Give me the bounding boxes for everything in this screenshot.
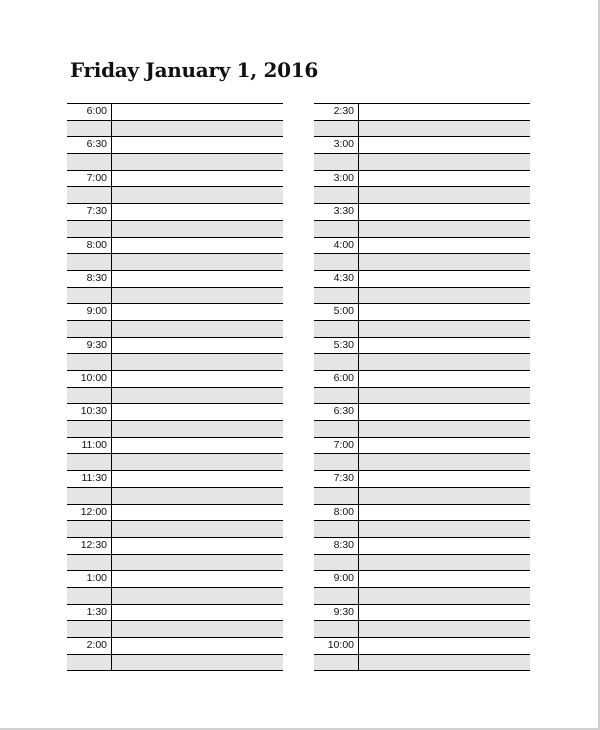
time-label <box>67 288 112 304</box>
time-label: 7:30 <box>314 471 359 487</box>
note-cell[interactable] <box>112 588 283 604</box>
time-slot-row <box>67 471 283 488</box>
note-cell[interactable] <box>112 555 283 571</box>
time-slot-row <box>314 204 530 221</box>
note-cell[interactable] <box>359 538 530 554</box>
note-cell[interactable] <box>112 321 283 337</box>
time-slot-half-row <box>314 154 530 171</box>
time-slot-half-row <box>314 555 530 572</box>
time-label: 5:00 <box>314 304 359 320</box>
time-label <box>67 154 112 170</box>
time-slot-half-row <box>314 187 530 204</box>
time-slot-half-row <box>314 454 530 471</box>
note-cell[interactable] <box>112 471 283 487</box>
time-slot-row <box>314 171 530 188</box>
note-cell[interactable] <box>112 605 283 621</box>
time-label: 3:00 <box>314 137 359 153</box>
time-label <box>314 254 359 270</box>
note-cell[interactable] <box>112 254 283 270</box>
note-cell[interactable] <box>359 438 530 454</box>
time-label <box>314 655 359 671</box>
note-cell[interactable] <box>359 137 530 153</box>
time-slot-half-row <box>314 354 530 371</box>
page-title: Friday January 1, 2016 <box>70 58 318 82</box>
time-slot-row <box>314 605 530 622</box>
time-label: 7:00 <box>314 438 359 454</box>
time-label: 9:30 <box>314 605 359 621</box>
note-cell[interactable] <box>359 104 530 120</box>
time-slot-row <box>67 538 283 555</box>
note-cell[interactable] <box>359 338 530 354</box>
time-label <box>67 555 112 571</box>
note-cell[interactable] <box>112 404 283 420</box>
time-label: 4:30 <box>314 271 359 287</box>
time-slot-half-row <box>67 521 283 538</box>
time-slot-half-row <box>67 555 283 572</box>
time-slot-half-row <box>67 655 283 672</box>
note-cell[interactable] <box>112 521 283 537</box>
time-label <box>314 321 359 337</box>
time-slot-row <box>67 571 283 588</box>
time-slot-half-row <box>314 121 530 138</box>
note-cell[interactable] <box>112 488 283 504</box>
note-cell[interactable] <box>359 288 530 304</box>
time-label: 11:00 <box>67 438 112 454</box>
note-cell[interactable] <box>112 505 283 521</box>
note-cell[interactable] <box>112 454 283 470</box>
time-label <box>314 388 359 404</box>
time-label: 6:00 <box>314 371 359 387</box>
time-label: 5:30 <box>314 338 359 354</box>
note-cell[interactable] <box>359 221 530 237</box>
note-cell[interactable] <box>112 655 283 671</box>
time-label: 7:00 <box>67 171 112 187</box>
note-cell[interactable] <box>112 171 283 187</box>
time-label: 7:30 <box>67 204 112 220</box>
time-slot-half-row <box>314 388 530 405</box>
time-slot-row <box>314 137 530 154</box>
note-cell[interactable] <box>112 187 283 203</box>
time-label: 10:30 <box>67 404 112 420</box>
note-cell[interactable] <box>359 204 530 220</box>
time-label <box>67 187 112 203</box>
note-cell[interactable] <box>112 371 283 387</box>
time-slot-row <box>314 471 530 488</box>
time-label: 8:00 <box>67 238 112 254</box>
note-cell[interactable] <box>359 304 530 320</box>
note-cell[interactable] <box>359 187 530 203</box>
time-label: 6:00 <box>67 104 112 120</box>
note-cell[interactable] <box>112 221 283 237</box>
time-slot-half-row <box>314 421 530 438</box>
time-slot-half-row <box>67 288 283 305</box>
note-cell[interactable] <box>359 321 530 337</box>
time-label: 1:30 <box>67 605 112 621</box>
note-cell[interactable] <box>112 538 283 554</box>
time-label: 8:30 <box>314 538 359 554</box>
time-label <box>67 321 112 337</box>
time-label <box>314 588 359 604</box>
note-cell[interactable] <box>359 171 530 187</box>
note-cell[interactable] <box>359 404 530 420</box>
note-cell[interactable] <box>359 488 530 504</box>
time-slot-row <box>314 371 530 388</box>
time-slot-half-row <box>67 254 283 271</box>
time-slot-row <box>314 271 530 288</box>
note-cell[interactable] <box>359 555 530 571</box>
time-label <box>67 354 112 370</box>
note-cell[interactable] <box>359 354 530 370</box>
time-label: 9:00 <box>67 304 112 320</box>
time-label <box>67 655 112 671</box>
time-slot-half-row <box>67 588 283 605</box>
time-slot-row <box>314 571 530 588</box>
time-label: 3:00 <box>314 171 359 187</box>
time-label: 9:30 <box>67 338 112 354</box>
note-cell[interactable] <box>112 271 283 287</box>
time-label <box>314 121 359 137</box>
time-slot-row <box>67 238 283 255</box>
schedule-table-left <box>67 103 283 671</box>
note-cell[interactable] <box>359 638 530 654</box>
time-label <box>314 488 359 504</box>
time-label <box>314 555 359 571</box>
time-slot-row <box>314 238 530 255</box>
time-slot-row <box>314 404 530 421</box>
time-slot-row <box>67 638 283 655</box>
note-cell[interactable] <box>112 438 283 454</box>
note-cell[interactable] <box>112 238 283 254</box>
time-slot-half-row <box>314 521 530 538</box>
note-cell[interactable] <box>112 288 283 304</box>
time-label: 2:00 <box>67 638 112 654</box>
note-cell[interactable] <box>359 271 530 287</box>
time-slot-half-row <box>67 621 283 638</box>
note-cell[interactable] <box>112 204 283 220</box>
time-label <box>67 588 112 604</box>
note-cell[interactable] <box>112 388 283 404</box>
time-slot-half-row <box>314 588 530 605</box>
time-label: 11:30 <box>67 471 112 487</box>
time-slot-half-row <box>314 288 530 305</box>
time-slot-half-row <box>67 488 283 505</box>
time-label <box>314 187 359 203</box>
time-label: 8:30 <box>67 271 112 287</box>
time-label <box>314 154 359 170</box>
note-cell[interactable] <box>112 154 283 170</box>
note-cell[interactable] <box>359 254 530 270</box>
time-slot-half-row <box>67 187 283 204</box>
time-slot-half-row <box>67 121 283 138</box>
note-cell[interactable] <box>359 571 530 587</box>
time-slot-row <box>67 204 283 221</box>
time-label <box>67 621 112 637</box>
note-cell[interactable] <box>112 621 283 637</box>
note-cell[interactable] <box>359 454 530 470</box>
time-label <box>67 521 112 537</box>
time-slot-half-row <box>67 454 283 471</box>
note-cell[interactable] <box>359 655 530 671</box>
schedule-table-right <box>314 103 530 671</box>
time-label: 12:30 <box>67 538 112 554</box>
note-cell[interactable] <box>359 154 530 170</box>
note-cell[interactable] <box>359 371 530 387</box>
time-slot-half-row <box>314 655 530 672</box>
time-slot-row <box>314 505 530 522</box>
time-slot-half-row <box>314 321 530 338</box>
time-slot-half-row <box>67 221 283 238</box>
time-label: 3:30 <box>314 204 359 220</box>
time-slot-row <box>314 638 530 655</box>
note-cell[interactable] <box>359 121 530 137</box>
time-slot-half-row <box>67 321 283 338</box>
note-cell[interactable] <box>359 238 530 254</box>
note-cell[interactable] <box>359 505 530 521</box>
note-cell[interactable] <box>359 605 530 621</box>
time-label <box>314 521 359 537</box>
time-label <box>314 221 359 237</box>
time-label <box>314 288 359 304</box>
time-label: 1:00 <box>67 571 112 587</box>
time-slot-row <box>67 505 283 522</box>
time-slot-row <box>67 338 283 355</box>
time-slot-half-row <box>67 354 283 371</box>
time-slot-half-row <box>314 621 530 638</box>
time-slot-row <box>67 371 283 388</box>
time-label: 8:00 <box>314 505 359 521</box>
time-label <box>314 454 359 470</box>
time-label: 4:00 <box>314 238 359 254</box>
note-cell[interactable] <box>359 588 530 604</box>
time-label <box>67 388 112 404</box>
time-slot-half-row <box>67 388 283 405</box>
time-label <box>67 221 112 237</box>
time-slot-row <box>314 338 530 355</box>
time-label: 12:00 <box>67 505 112 521</box>
note-cell[interactable] <box>112 304 283 320</box>
note-cell[interactable] <box>112 137 283 153</box>
time-slot-half-row <box>67 154 283 171</box>
note-cell[interactable] <box>359 521 530 537</box>
note-cell[interactable] <box>359 621 530 637</box>
time-slot-half-row <box>314 488 530 505</box>
time-slot-row <box>67 104 283 121</box>
time-slot-row <box>67 304 283 321</box>
time-label <box>67 421 112 437</box>
time-label: 2:30 <box>314 104 359 120</box>
time-label: 6:30 <box>67 137 112 153</box>
note-cell[interactable] <box>359 388 530 404</box>
time-label <box>67 488 112 504</box>
time-slot-row <box>67 605 283 622</box>
time-slot-row <box>67 137 283 154</box>
note-cell[interactable] <box>112 638 283 654</box>
note-cell[interactable] <box>112 104 283 120</box>
time-label <box>314 621 359 637</box>
time-label: 9:00 <box>314 571 359 587</box>
time-slot-row <box>314 538 530 555</box>
time-label <box>314 421 359 437</box>
note-cell[interactable] <box>112 338 283 354</box>
note-cell[interactable] <box>112 354 283 370</box>
time-slot-row <box>314 438 530 455</box>
time-slot-row <box>314 104 530 121</box>
time-slot-row <box>67 271 283 288</box>
time-slot-half-row <box>314 221 530 238</box>
time-label <box>67 254 112 270</box>
time-label <box>67 121 112 137</box>
time-label: 10:00 <box>314 638 359 654</box>
time-slot-half-row <box>67 421 283 438</box>
time-label <box>314 354 359 370</box>
note-cell[interactable] <box>359 471 530 487</box>
time-slot-row <box>314 304 530 321</box>
note-cell[interactable] <box>112 421 283 437</box>
time-slot-row <box>67 438 283 455</box>
note-cell[interactable] <box>112 121 283 137</box>
time-slot-row <box>67 404 283 421</box>
time-slot-half-row <box>314 254 530 271</box>
note-cell[interactable] <box>359 421 530 437</box>
note-cell[interactable] <box>112 571 283 587</box>
time-label: 6:30 <box>314 404 359 420</box>
time-slot-row <box>67 171 283 188</box>
time-label: 10:00 <box>67 371 112 387</box>
time-label <box>67 454 112 470</box>
